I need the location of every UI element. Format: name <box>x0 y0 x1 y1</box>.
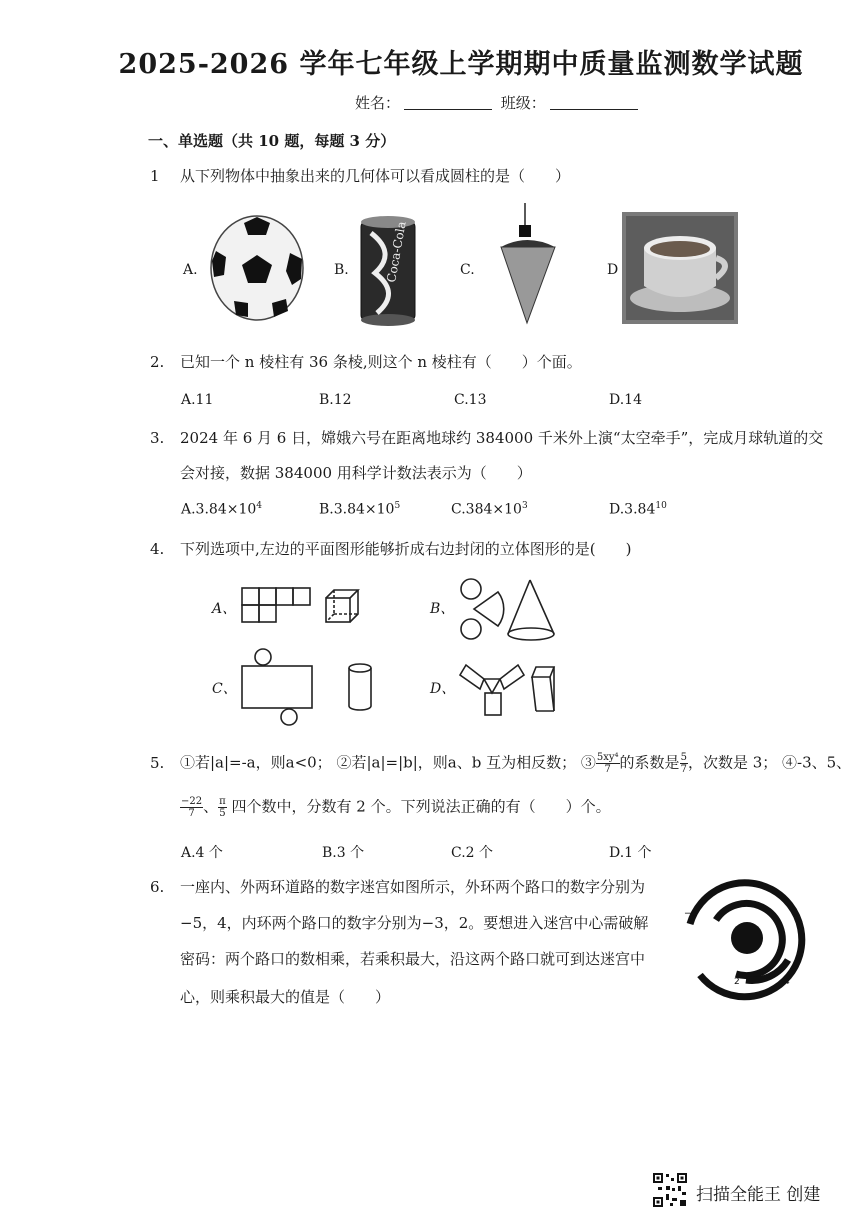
question-number: 5. <box>150 753 165 772</box>
cylinder-net-icon <box>240 648 380 728</box>
question-3 <box>150 429 823 447</box>
question-6: 6. 一座内、外两环道路的数字迷宫如图所示，外环两个路口的数字分别为 <box>150 878 646 896</box>
prism-net-icon <box>458 655 562 719</box>
q1-option-c: C. <box>460 262 475 278</box>
question-4 <box>150 540 631 558</box>
fraction-neg-22-7: $\frac{-22}{7}$ <box>181 796 203 819</box>
question-1 <box>150 167 570 185</box>
name-label: 姓名： <box>355 94 401 112</box>
question-6-line3: 密码：两个路口的数相乘，若乘积最大，沿这两个路口就可到达迷宫中 <box>180 950 646 968</box>
question-6-line2: −5，4，内环两个路口的数字分别为−3，2。要想进入迷宫中心需破解 <box>180 914 649 932</box>
question-text: 已知一个 n 棱柱有 36 条棱,则这个 n 棱柱有（ ）个面。 <box>180 353 582 371</box>
q2-option-a: A.11 <box>181 392 214 408</box>
question-2 <box>150 353 582 371</box>
fraction-monomial: $\frac{\text{5xy⁴}}{7}$ <box>596 752 619 775</box>
question-number: 2. <box>150 353 165 371</box>
q5-option-c: C.2 个 <box>451 845 494 861</box>
q1-option-a: A. <box>183 262 198 278</box>
maze-label-outer-left: −5 <box>684 909 698 919</box>
maze-label-outer-right: 4 <box>784 977 790 987</box>
question-number: 6. <box>150 878 165 896</box>
question-5-line2: $\frac{-22}{7}$ 、 $\frac{\pi}{5}$ 四个数中，分数有 2 个。下列说法正确的有（ ）个。 <box>181 796 611 819</box>
question-number: 1 <box>150 167 160 185</box>
page-title: 2025-2026 学年七年级上学期期中质量监测数学试题 <box>118 49 804 80</box>
maze-label-inner: 2 <box>734 977 740 987</box>
q4-option-a: A、 <box>212 601 237 617</box>
maze-center <box>731 922 763 954</box>
section-title: 一、单选题（共 10 题，每题 3 分） <box>148 132 396 150</box>
student-info <box>355 92 642 113</box>
question-text: 下列选项中,左边的平面图形能够折成右边封闭的立体图形的是( ) <box>180 540 632 558</box>
q5-option-d: D.1 个 <box>609 845 652 861</box>
q1-option-d: D <box>607 262 619 278</box>
class-label: 班级： <box>500 94 546 112</box>
q5-option-b: B.3 个 <box>322 845 365 861</box>
question-5: 5. ①若|a|=-a，则a<0； ②若|a|=|b|，则a、b 互为相反数； ③ $\frac{\text{5xy⁴}}{7}$ 的系数是 $\frac{5}{7}$ ，次数是 3； ④-3、5、 <box>150 752 852 775</box>
svg-text:Coca-Cola: Coca-Cola <box>384 220 409 284</box>
question-text: 从下列物体中抽象出来的几何体可以看成圆柱的是（ ） <box>180 167 571 185</box>
plumb-bob-icon <box>495 203 561 327</box>
q3-option-a: $A.3.84\times 10^4$ <box>181 501 263 518</box>
qr-code-icon <box>652 1172 688 1208</box>
question-number: 4. <box>150 540 165 558</box>
q3-option-c: $C.384\times 10^3$ <box>451 501 528 518</box>
q1-option-b: B. <box>334 262 349 278</box>
footer-watermark-text: 扫描全能王 创建 <box>696 1185 821 1205</box>
q4-option-c: C、 <box>212 681 237 697</box>
q4-option-d: D、 <box>430 681 456 697</box>
q3-option-b: $B.3.84\times 10^5$ <box>319 501 401 518</box>
name-blank <box>404 109 492 110</box>
coffee-cup-icon <box>622 212 738 324</box>
cone-net-icon <box>458 576 562 642</box>
q2-option-c: C.13 <box>454 392 487 408</box>
maze-diagram <box>680 872 810 1002</box>
q4-option-b: B、 <box>430 601 455 617</box>
cube-net-icon <box>240 586 364 632</box>
q2-option-d: D.14 <box>609 392 642 408</box>
fraction-pi-5: $\frac{\pi}{5}$ <box>219 796 226 819</box>
class-blank <box>550 109 638 110</box>
soccer-ball-icon <box>208 213 306 323</box>
question-text-line1: 2024 年 6 月 6 日，嫦娥六号在距离地球约 384000 千米外上演“太空牵手”，完成月球轨道的交 <box>180 429 824 447</box>
q3-option-d: D.3.84$^{10}$ <box>609 501 667 518</box>
cola-can-icon <box>357 213 419 329</box>
question-3-line2: 会对接，数据 384000 用科学计数法表示为（ ） <box>180 464 532 482</box>
question-6-line4: 心，则乘积最大的值是（ ） <box>180 988 391 1006</box>
q5-option-a: A.4 个 <box>181 845 223 861</box>
question-number: 3. <box>150 429 165 447</box>
fraction-coefficient: $\frac{5}{7}$ <box>680 752 687 775</box>
q2-option-b: B.12 <box>319 392 352 408</box>
